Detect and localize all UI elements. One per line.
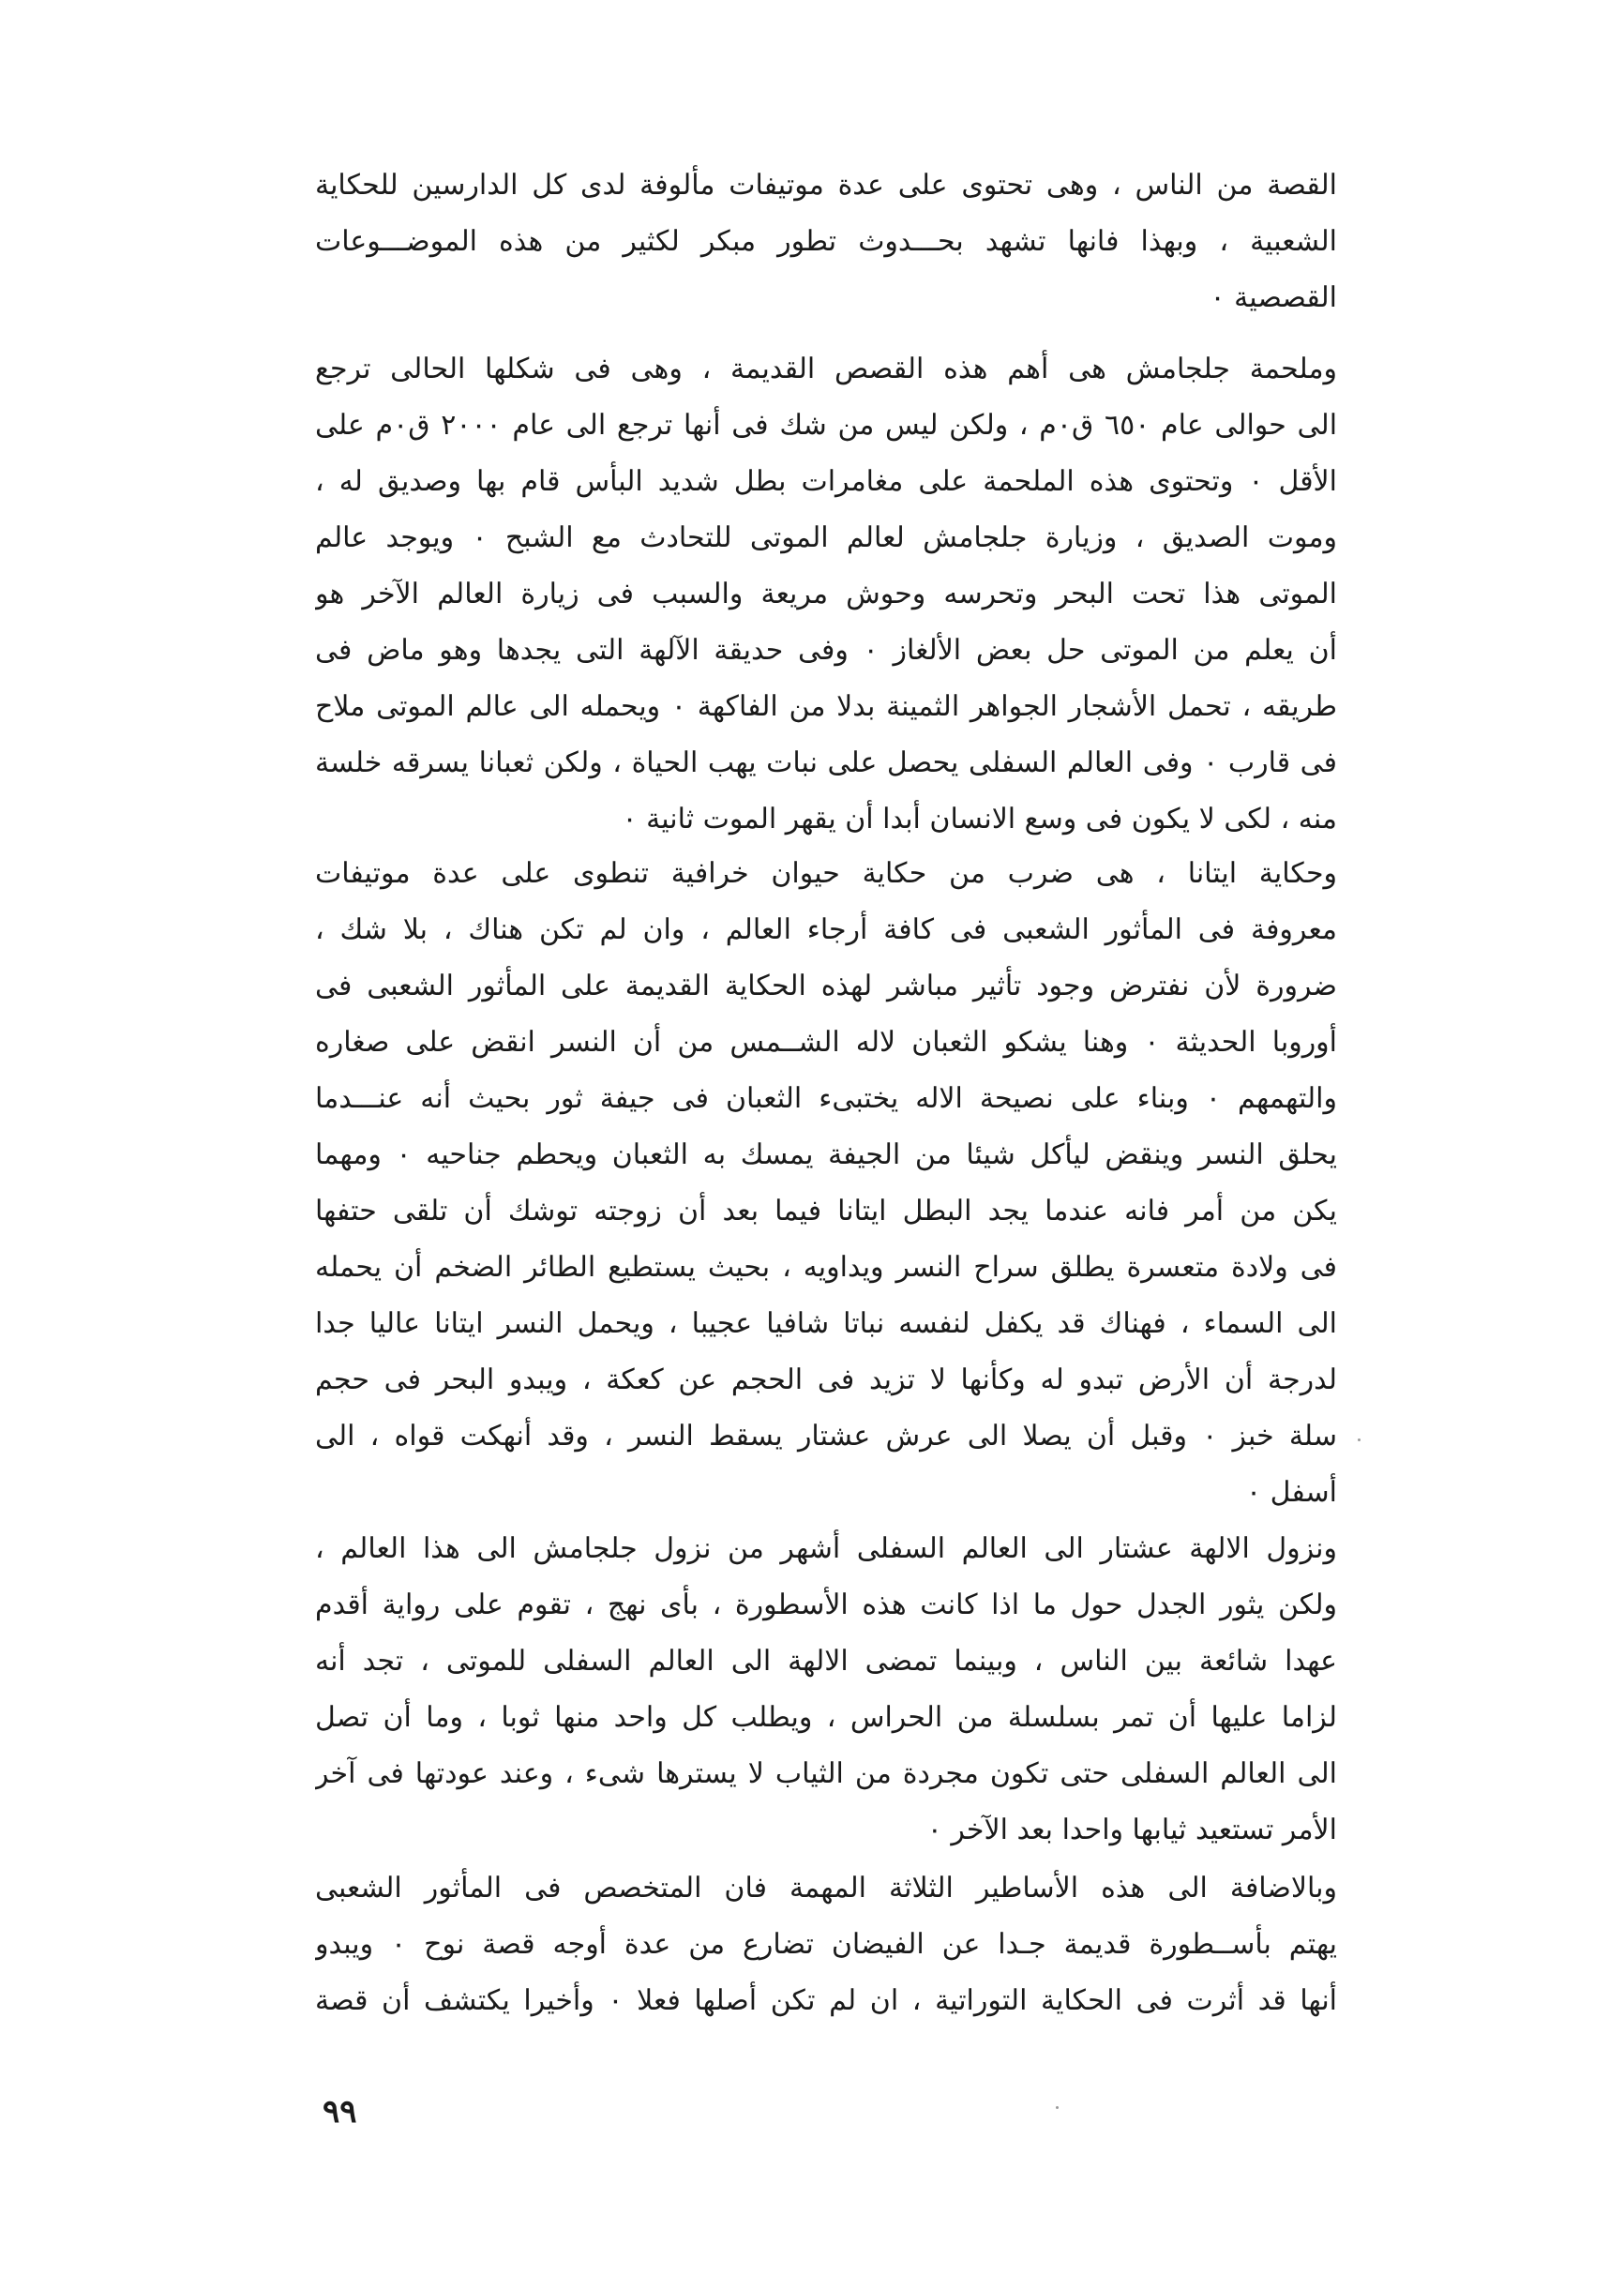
text-line: الشعبية ، وبهذا فانها تشهد بحـــدوث تطور مبكر لكثير من هذه الموضـــوعات bbox=[315, 225, 1337, 258]
text-line: سلة خبز ٠ وقبل أن يصلا الى عرش عشتار يسقط النسر ، وقد أنهكت قواه ، الى bbox=[315, 1420, 1337, 1453]
text-line: أنها قد أثرت فى الحكاية التوراتية ، ان لم تكن أصلها فعلا ٠ وأخيرا يكتشف أن قصة bbox=[315, 1984, 1337, 2017]
page-number: ٩٩ bbox=[323, 2093, 357, 2131]
text-line: معروفة فى المأثور الشعبى فى كافة أرجاء العالم ، وان لم تكن هناك ، بلا شك ، bbox=[315, 913, 1337, 946]
text-line: وموت الصديق ، وزيارة جلجامش لعالم الموتى للتحادث مع الشبح ٠ ويوجد عالم bbox=[315, 521, 1337, 554]
paragraph-first-line: ونزول الالهة عشتار الى العالم السفلى أشهر من نزول جلجامش الى هذا العالم ، bbox=[315, 1532, 1337, 1565]
paragraph-1 bbox=[315, 158, 1337, 326]
text-line: الى السماء ، فهناك قد يكفل لنفسه نباتا شافيا عجيبا ، ويحمل النسر ايتانا عاليا جدا bbox=[315, 1307, 1337, 1340]
text-line: القصصية ٠ bbox=[1210, 281, 1337, 314]
paragraph-first-line: وملحمة جلجامش هى أهم هذه القصص القديمة ، وهى فى شكلها الحالى ترجع bbox=[315, 353, 1337, 385]
scan-speck bbox=[1358, 1438, 1361, 1441]
paragraph-5 bbox=[315, 1860, 1337, 2029]
text-line: طريقه ، تحمل الأشجار الجواهر الثمينة بدلا من الفاكهة ٠ ويحمله الى عالم الموتى ملاح bbox=[315, 690, 1337, 723]
text-line: لدرجة أن الأرض تبدو له وكأنها لا تزيد فى الحجم عن كعكة ، ويبدو البحر فى حجم bbox=[315, 1363, 1337, 1396]
paragraph-3 bbox=[315, 846, 1337, 1521]
text-line: لزاما عليها أن تمر بسلسلة من الحراس ، ويطلب كل واحد منها ثوبا ، وما أن تصل bbox=[315, 1701, 1337, 1734]
text-line: الموتى هذا تحت البحر وتحرسه وحوش مريعة والسبب فى زيارة العالم الآخر هو bbox=[315, 578, 1337, 610]
paragraph-first-line: وبالاضافة الى هذه الأساطير الثلاثة المهمة فان المتخصص فى المأثور الشعبى bbox=[315, 1872, 1337, 1905]
text-line: يكن من أمر فانه عندما يجد البطل ايتانا فيما بعد أن زوجته توشك أن تلقى حتفها bbox=[315, 1195, 1337, 1227]
paragraph-4 bbox=[315, 1521, 1337, 1859]
text-line: أوروبا الحديثة ٠ وهنا يشكو الثعبان لاله الشــمس من أن النسر انقض على صغاره bbox=[315, 1026, 1337, 1059]
scan-speck bbox=[1056, 2106, 1059, 2109]
text-line: أسفل ٠ bbox=[1245, 1476, 1337, 1509]
text-line: منه ، لكى لا يكون فى وسع الانسان أبدا أن يقهر الموت ثانية ٠ bbox=[622, 803, 1337, 836]
text-line: فى ولادة متعسرة يطلق سراح النسر ويداويه ، بحيث يستطيع الطائر الضخم أن يحمله bbox=[315, 1251, 1337, 1284]
text-line: يهتم بأســطورة قديمة جـدا عن الفيضان تضارع من عدة أوجه قصة نوح ٠ ويبدو bbox=[315, 1928, 1337, 1961]
text-line: الى حوالى عام ٦٥٠ ق٠م ، ولكن ليس من شك فى أنها ترجع الى عام ٢٠٠٠ ق٠م على bbox=[315, 409, 1337, 442]
text-line: أن يعلم من الموتى حل بعض الألغاز ٠ وفى حديقة الآلهة التى يجدها وهو ماض فى bbox=[315, 634, 1337, 667]
text-line: فى قارب ٠ وفى العالم السفلى يحصل على نبات يهب الحياة ، ولكن ثعبانا يسرقه خلسة bbox=[315, 746, 1337, 779]
text-line: والتهمهم ٠ وبناء على نصيحة الاله يختبىء الثعبان فى جيفة ثور بحيث أنه عنـــدما bbox=[315, 1082, 1337, 1115]
text-line: ضرورة لأن نفترض وجود تأثير مباشر لهذه الحكاية القديمة على المأثور الشعبى فى bbox=[315, 970, 1337, 1002]
text-line: يحلق النسر وينقض ليأكل شيئا من الجيفة يمسك به الثعبان ويحطم جناحيه ٠ ومهما bbox=[315, 1138, 1337, 1171]
text-line: الأقل ٠ وتحتوى هذه الملحمة على مغامرات بطل شديد البأس قام بها وصديق له ، bbox=[315, 465, 1337, 498]
text-line: عهدا شائعة بين الناس ، وبينما تمضى الالهة الى العالم السفلى للموتى ، تجد أنه bbox=[315, 1645, 1337, 1678]
text-line: ولكن يثور الجدل حول ما اذا كانت هذه الأسطورة ، بأى نهج ، تقوم على رواية أقدم bbox=[315, 1589, 1337, 1621]
paragraph-first-line: وحكاية ايتانا ، هى ضرب من حكاية حيوان خرافية تنطوى على عدة موتيفات bbox=[315, 857, 1337, 890]
text-line: الأمر تستعيد ثيابها واحدا بعد الآخر ٠ bbox=[926, 1814, 1337, 1846]
text-line: الى العالم السفلى حتى تكون مجردة من الثياب لا يسترها شىء ، وعند عودتها فى آخر bbox=[315, 1757, 1337, 1790]
paragraph-2 bbox=[315, 341, 1337, 848]
text-line: القصة من الناس ، وهى تحتوى على عدة موتيفات مألوفة لدى كل الدارسين للحكاية bbox=[315, 169, 1337, 202]
